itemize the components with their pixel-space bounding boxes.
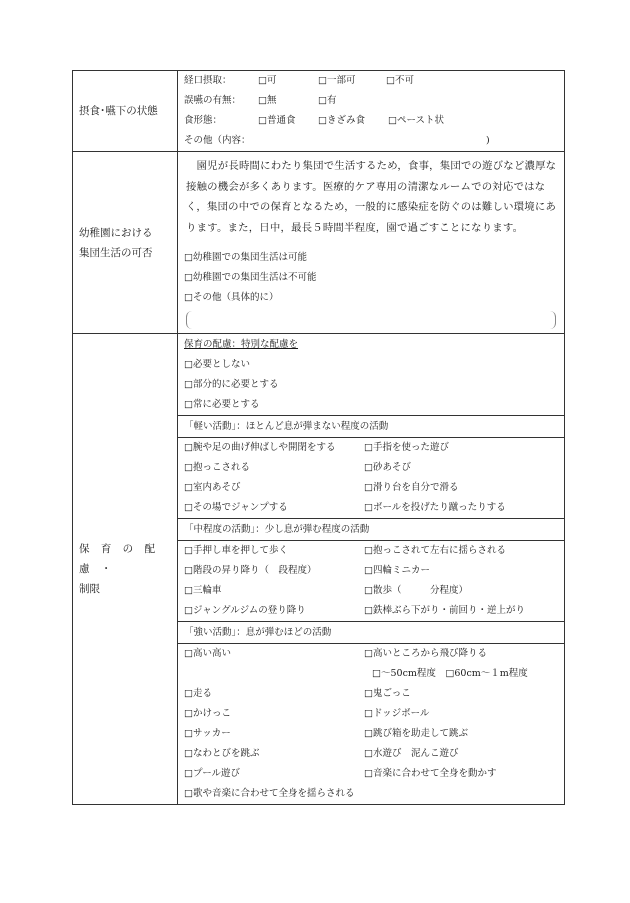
checkbox-strong-activity[interactable]: □サッカー [184, 728, 231, 739]
group-other-input[interactable] [186, 311, 556, 329]
form-table [72, 70, 565, 805]
moderate-row [178, 541, 564, 561]
checkbox-strong-activity[interactable]: □音楽に合わせて全身を動かす [364, 768, 497, 779]
aspiration-line [178, 91, 564, 111]
eating-other-line [178, 131, 564, 151]
checkbox-light-activity[interactable]: □抱っこされる [184, 462, 250, 473]
group-content [178, 152, 565, 334]
checkbox-strong-activity[interactable]: □歌や音楽に合わせて全身を揺らされる [184, 788, 355, 799]
checkbox-group-possible[interactable]: □幼稚園での集団生活は可能 [184, 252, 307, 263]
checkbox-light-activity[interactable]: □砂あそび [364, 462, 411, 473]
checkbox-not-needed[interactable]: □必要としない [184, 359, 250, 370]
strong-activity-heading: 「強い活動」：息が弾むほどの活動 [178, 621, 564, 643]
checkbox-strong-activity[interactable]: □ドッジボール [364, 708, 430, 719]
checkbox-chopped-food[interactable]: □きざみ食 [318, 115, 365, 126]
light-row [178, 438, 564, 458]
moderate-row [178, 581, 564, 601]
group-row [73, 152, 565, 334]
checkbox-strong-activity[interactable]: □跳び箱を助走して跳ぶ [364, 728, 468, 739]
checkbox-strong-activity[interactable]: □高い高い [184, 648, 231, 659]
checkbox-partially-possible[interactable]: □一部可 [318, 75, 356, 86]
checkbox-strong-activity[interactable]: □鬼ごっこ [364, 688, 411, 699]
checkbox-normal-food[interactable]: □普通食 [258, 115, 296, 126]
checkbox-moderate-activity[interactable]: □四輪ミニカー [364, 565, 430, 576]
food-form-line [178, 111, 564, 131]
strong-row [178, 664, 564, 684]
checkbox-present[interactable]: □有 [318, 95, 337, 106]
moderate-row [178, 601, 564, 621]
consideration-heading: 保育の配慮：特別な配慮を [184, 339, 299, 350]
checkbox-strong-activity[interactable]: □なわとびを跳ぶ [184, 748, 260, 759]
checkbox-strong-activity[interactable]: □走る [184, 688, 212, 699]
strong-row [178, 764, 564, 784]
checkbox-strong-activity[interactable]: □プール遊び [184, 768, 241, 779]
group-label [73, 152, 178, 334]
checkbox-group-other[interactable]: □その他（具体的に） [184, 292, 279, 303]
eating-row [73, 71, 565, 152]
care-label [73, 334, 178, 805]
checkbox-not-possible[interactable]: □不可 [386, 75, 414, 86]
checkbox-moderate-activity[interactable]: □三輪車 [184, 585, 222, 596]
checkbox-light-activity[interactable]: □ボールを投げたり蹴ったりする [364, 502, 506, 513]
light-row [178, 458, 564, 478]
checkbox-moderate-activity[interactable]: □鉄棒ぶら下がり・前回り・逆上がり [364, 605, 525, 616]
care-label-line2: 制限 [79, 583, 100, 595]
checkbox-strong-activity[interactable]: □高いところから飛び降りる [364, 648, 487, 659]
checkbox-group-not-possible[interactable]: □幼稚園での集団生活は不可能 [184, 272, 317, 283]
group-paragraph: 園児が長時間にわたり集団で生活するため，食事，集団での遊びなど濃厚な接触の機会が多くあります。医療的ケア専用の清潔なルームでの対応ではなく，集団の中での保育となるため，一般的に感染症を防ぐのは難しい環境にあります。また，日中，最長５時間半程度，園で過ごすことになります。 [186, 160, 557, 234]
group-label-line2: 集団生活の可否 [79, 246, 153, 259]
checkbox-light-activity[interactable]: □手指を使った遊び [364, 442, 449, 453]
checkbox-light-activity[interactable]: □その場でジャンプする [184, 502, 288, 513]
checkbox-moderate-activity[interactable]: □散歩（ 分程度） [364, 585, 468, 596]
strong-row [178, 684, 564, 704]
oral-intake-label: 経口摂取： [184, 75, 232, 86]
strong-row [178, 744, 564, 764]
checkbox-partially-needed[interactable]: □部分的に必要とする [184, 379, 279, 390]
checkbox-light-activity[interactable]: □腕や足の曲げ伸ばしや開閉をする [184, 442, 336, 453]
checkbox-possible[interactable]: □可 [258, 75, 277, 86]
eating-content [178, 71, 565, 152]
eating-other-close: ) [486, 135, 490, 146]
light-row [178, 498, 564, 518]
checkbox-always-needed[interactable]: □常に必要とする [184, 399, 260, 410]
checkbox-strong-activity[interactable]: □かけっこ [184, 708, 231, 719]
checkbox-jump-heights[interactable]: □～50cm程度 □60cm～１m程度 [372, 668, 528, 679]
moderate-row [178, 561, 564, 581]
group-label-line1: 幼稚園における [79, 226, 153, 239]
strong-row [178, 784, 564, 804]
checkbox-paste-food[interactable]: □ペースト状 [388, 115, 445, 126]
checkbox-moderate-activity[interactable]: □階段の昇り降り（ 段程度） [184, 565, 317, 576]
checkbox-light-activity[interactable]: □滑り台を自分で滑る [364, 482, 459, 493]
light-activity-heading: 「軽い活動」：ほとんど息が弾まない程度の活動 [178, 415, 564, 437]
checkbox-moderate-activity[interactable]: □手押し車を押して歩く [184, 545, 288, 556]
checkbox-strong-activity[interactable]: □水遊び 泥んこ遊び [364, 748, 459, 759]
care-label-line1: 保 育 の 配 慮 ・ [79, 543, 160, 575]
eating-label: 摂食･嚥下の状態 [73, 71, 178, 152]
strong-row [178, 704, 564, 724]
light-row [178, 478, 564, 498]
aspiration-label: 誤嚥の有無： [184, 95, 242, 106]
moderate-activity-heading: 「中程度の活動」：少し息が弾む程度の活動 [178, 518, 564, 540]
strong-row-blank [178, 664, 364, 684]
oral-intake-line [178, 71, 564, 91]
eating-other-label: その他（内容： [184, 135, 251, 146]
checkbox-none[interactable]: □無 [258, 95, 277, 106]
checkbox-moderate-activity[interactable]: □抱っこされて左右に揺らされる [364, 545, 506, 556]
care-row [73, 334, 565, 805]
food-form-label: 食形態： [184, 115, 223, 126]
care-content [178, 334, 565, 805]
checkbox-light-activity[interactable]: □室内あそび [184, 482, 241, 493]
strong-row [178, 724, 564, 744]
strong-row-blank [354, 784, 564, 804]
strong-row [178, 644, 564, 664]
checkbox-moderate-activity[interactable]: □ジャングルジムの登り降り [184, 605, 306, 616]
